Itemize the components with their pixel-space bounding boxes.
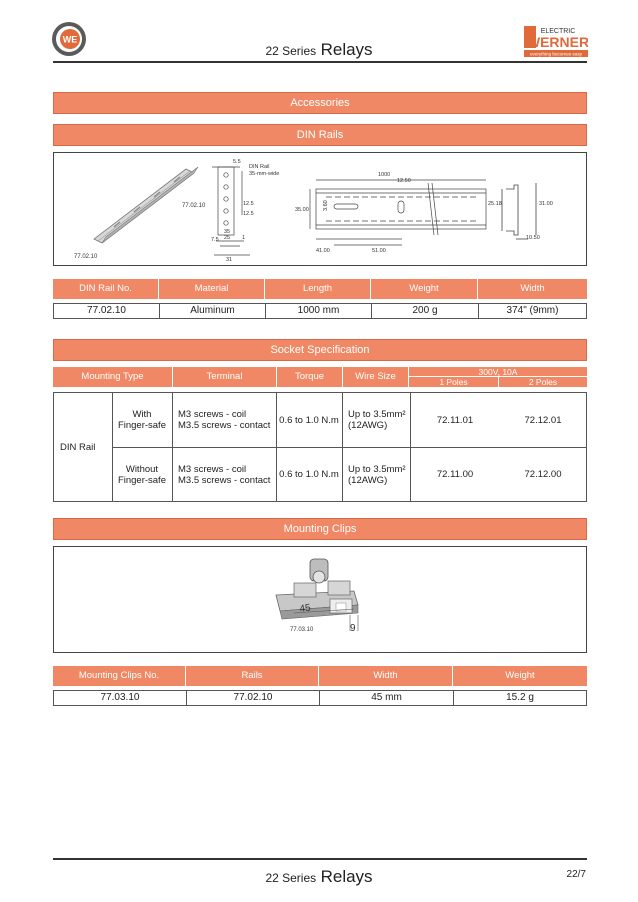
svg-text:3.60: 3.60 bbox=[323, 200, 329, 211]
svg-text:WERNER: WERNER bbox=[526, 34, 588, 50]
weight: 200 g bbox=[372, 304, 479, 318]
profile-view-drawing bbox=[502, 183, 536, 239]
part-2-pole: 72.12.00 bbox=[524, 469, 562, 480]
rail-label: 77.02.10 bbox=[74, 254, 98, 260]
svg-text:7.5: 7.5 bbox=[211, 237, 219, 243]
din-rail-no: 77.02.10 bbox=[54, 304, 160, 318]
mounting-clip-drawing bbox=[54, 547, 586, 652]
width: 45 mm bbox=[320, 691, 454, 705]
mounting-clip-icon bbox=[276, 559, 358, 631]
header-clip-no: Mounting Clips No. bbox=[53, 666, 186, 686]
part-1-pole: 72.11.00 bbox=[436, 469, 474, 480]
torque-value: 0.6 to 1.0 N.m bbox=[279, 414, 339, 426]
terminal-contact: M3.5 screws - contact bbox=[178, 420, 271, 431]
mounting-clip-drawing-frame bbox=[53, 546, 587, 653]
header-weight: Weight bbox=[453, 666, 587, 686]
socket-row bbox=[112, 448, 172, 501]
type-line-2: Finger-safe bbox=[117, 474, 166, 486]
header-torque: Torque bbox=[277, 367, 343, 387]
svg-text:25.18: 25.18 bbox=[488, 201, 502, 207]
header-2-poles: 2 Poles bbox=[528, 377, 558, 387]
header-din-rail-no: DIN Rail No. bbox=[53, 279, 159, 299]
din-rail-note: DIN Rail bbox=[249, 164, 270, 170]
type-line-1: Without bbox=[125, 463, 159, 475]
header-wire-size: Wire Size bbox=[343, 367, 409, 387]
type-line-1: With bbox=[132, 409, 152, 420]
footer-series-label: 22 Series bbox=[265, 871, 317, 885]
wire-size-awg: (12AWG) bbox=[348, 420, 388, 431]
side-view-drawing bbox=[310, 180, 486, 245]
socket-table-body bbox=[53, 392, 587, 502]
weight: 15.2 g bbox=[506, 692, 534, 703]
din-rail-drawing-frame bbox=[53, 152, 587, 266]
header-weight: Weight bbox=[371, 279, 478, 299]
din-rail-width-note: 35-mm-wide bbox=[249, 171, 280, 177]
socket-table-header bbox=[53, 367, 587, 387]
header-rails: Rails bbox=[186, 666, 319, 686]
mount-din-rail: DIN Rail bbox=[60, 441, 96, 453]
header-width: Width bbox=[478, 279, 587, 299]
header-terminal: Terminal bbox=[173, 367, 277, 387]
clip-dim-45: 45 bbox=[298, 602, 312, 615]
right-logo bbox=[524, 24, 588, 58]
svg-text:25: 25 bbox=[224, 235, 231, 241]
terminal-contact: M3.5 screws - contact bbox=[178, 474, 271, 486]
footer-title bbox=[0, 867, 638, 887]
accessories-bar: Accessories bbox=[53, 92, 587, 114]
clip-table-header bbox=[53, 666, 587, 686]
type-line-2: Finger-safe bbox=[117, 420, 166, 431]
clip-table-row bbox=[53, 690, 587, 706]
din-rails-bar: DIN Rails bbox=[53, 124, 587, 146]
header-1-poles: 1 Poles bbox=[409, 377, 499, 387]
svg-text:41.00: 41.00 bbox=[316, 248, 330, 254]
wire-size-value: Up to 3.5mm² bbox=[348, 463, 406, 475]
wire-size-value: Up to 3.5mm² bbox=[348, 409, 406, 420]
product-label: Relays bbox=[320, 40, 373, 59]
front-view-label: 77.02.10 bbox=[182, 203, 206, 209]
header-mounting-type: Mounting Type bbox=[53, 367, 173, 387]
din-rail-drawing bbox=[54, 153, 586, 265]
mounting-clips-bar: Mounting Clips bbox=[53, 518, 587, 540]
svg-text:12.5: 12.5 bbox=[243, 211, 254, 217]
svg-text:31: 31 bbox=[226, 257, 233, 263]
wire-size-awg: (12AWG) bbox=[348, 474, 388, 486]
part-1-pole: 72.11.01 bbox=[436, 414, 474, 426]
svg-text:1000: 1000 bbox=[378, 172, 391, 178]
svg-text:35: 35 bbox=[224, 229, 231, 235]
svg-text:31.00: 31.00 bbox=[539, 201, 553, 207]
torque-value: 0.6 to 1.0 N.m bbox=[279, 469, 339, 480]
header-rating: 300V, 10A bbox=[409, 367, 587, 377]
terminal-coil: M3 screws - coil bbox=[178, 409, 247, 420]
svg-text:12.5: 12.5 bbox=[243, 201, 254, 207]
footer-rule bbox=[53, 858, 587, 860]
part-2-pole: 72.12.01 bbox=[524, 414, 562, 426]
clip-no: 77.03.10 bbox=[54, 691, 187, 705]
svg-text:WE: WE bbox=[62, 34, 78, 45]
page-number: 22/7 bbox=[566, 869, 586, 880]
header-width: Width bbox=[319, 666, 453, 686]
series-label: 22 Series bbox=[265, 44, 317, 58]
length: 1000 mm bbox=[266, 304, 372, 318]
material: Aluminum bbox=[160, 304, 266, 318]
rails: 77.02.10 bbox=[187, 691, 320, 705]
mount-cell bbox=[60, 393, 112, 501]
svg-text:10.50: 10.50 bbox=[526, 235, 540, 241]
svg-text:35.00: 35.00 bbox=[295, 207, 309, 213]
werner-logo-icon bbox=[524, 24, 588, 58]
din-table-row bbox=[53, 303, 587, 319]
clip-dim-9: 9 bbox=[350, 623, 356, 634]
svg-text:everything becomes easy: everything becomes easy bbox=[529, 51, 583, 57]
svg-text:ELECTRIC: ELECTRIC bbox=[540, 28, 576, 35]
clip-label: 77.03.10 bbox=[290, 627, 314, 633]
svg-text:12.50: 12.50 bbox=[397, 178, 411, 184]
footer-product-label: Relays bbox=[320, 867, 373, 886]
header-material: Material bbox=[159, 279, 265, 299]
socket-spec-bar: Socket Specification bbox=[53, 339, 587, 361]
svg-text:51.00: 51.00 bbox=[372, 248, 386, 254]
socket-row bbox=[112, 393, 172, 447]
svg-text:1: 1 bbox=[242, 235, 246, 241]
din-table-header bbox=[53, 279, 587, 299]
width: 374" (9mm) bbox=[506, 305, 559, 316]
header-rule bbox=[53, 61, 587, 63]
svg-text:5.5: 5.5 bbox=[233, 159, 241, 165]
header-length: Length bbox=[265, 279, 371, 299]
terminal-coil: M3 screws - coil bbox=[178, 463, 247, 475]
